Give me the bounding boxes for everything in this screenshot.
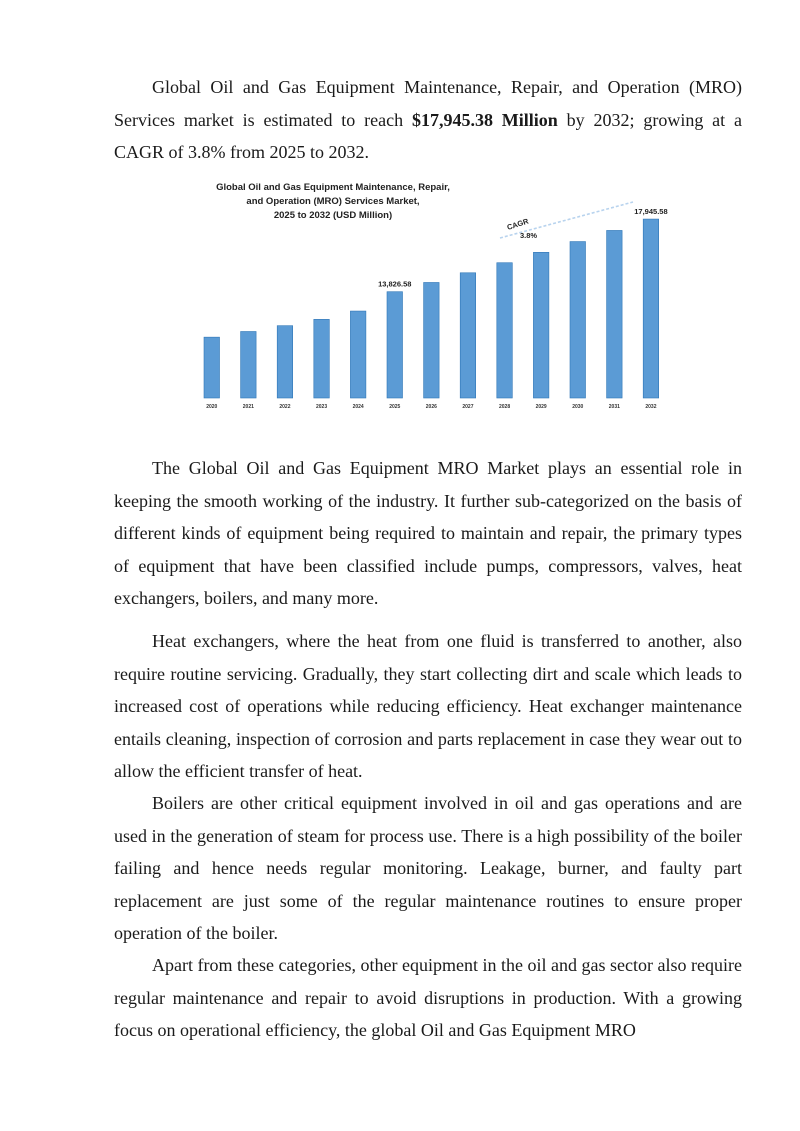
- chart-title-line-1: Global Oil and Gas Equipment Maintenance, Repair,: [216, 182, 450, 193]
- bar-2027: [460, 273, 476, 398]
- x-tick-label-2020: 2020: [206, 404, 218, 410]
- bar-2032: [643, 219, 659, 398]
- body-paragraph-other-equipment: Apart from these categories, other equipment in the oil and gas sector also require regular maintenance and repair to avoid disruptions in production. With a growing focus on operational efficiency, the global Oil and Gas Equipment MRO: [114, 955, 742, 1040]
- body-paragraph-boilers: Boilers are other critical equipment involved in oil and gas operations and are used in the generation of steam for process use. There is a high possibility of the boiler failing and hence needs regular monitoring. Leakage, burner, and faulty part replacement are just some of the regular maintenance routines to ensure proper operation of the boiler.: [114, 793, 742, 943]
- bar-2022: [277, 326, 293, 398]
- bar-2023: [314, 319, 330, 398]
- intro-text-start: Global Oil and Gas Equipment Maintenance, Repair, and Operation (MRO) Services market is estimated to reach: [114, 77, 742, 130]
- x-tick-label-2022: 2022: [279, 404, 291, 410]
- bar-2028: [497, 263, 513, 398]
- bar-2026: [424, 282, 440, 398]
- x-tick-label-2030: 2030: [572, 404, 584, 410]
- bar-2031: [607, 230, 623, 398]
- body-paragraph-heat-exchangers: Heat exchangers, where the heat from one fluid is transferred to another, also require routine servicing. Gradually, they start collecting dirt and scale which leads to increased cost of operations while reducing efficiency. Heat exchanger maintenance entails cleaning, inspection of corrosion and parts replacement in case they wear out to allow the efficient transfer of heat.: [114, 631, 742, 781]
- cagr-value: 3.8%: [520, 231, 538, 240]
- x-tick-label-2031: 2031: [608, 404, 620, 410]
- bar-2024: [350, 311, 366, 398]
- bar-2030: [570, 242, 586, 398]
- x-tick-label-2032: 2032: [645, 404, 657, 410]
- x-tick-label-2028: 2028: [498, 404, 511, 410]
- cagr-label: CAGR: [505, 216, 530, 232]
- chart-title-line-2: and Operation (MRO) Services Market,: [246, 196, 420, 207]
- bar-2029: [533, 252, 549, 398]
- data-label-2032: 17,945.58: [634, 207, 668, 217]
- data-label-2025: 13,826.58: [378, 279, 412, 289]
- bar-2025: [387, 292, 403, 398]
- x-tick-label-2025: 2025: [389, 404, 401, 410]
- market-bar-chart: [190, 172, 680, 422]
- x-tick-label-2021: 2021: [242, 404, 254, 410]
- x-tick-label-2023: 2023: [315, 404, 328, 410]
- x-tick-label-2027: 2027: [462, 404, 474, 410]
- x-tick-label-2029: 2029: [535, 404, 547, 410]
- bars-group: [204, 207, 668, 410]
- intro-paragraph: [114, 71, 742, 169]
- chart-title-line-3: 2025 to 2032 (USD Million): [273, 210, 393, 221]
- bar-2021: [241, 332, 257, 398]
- intro-text-end: by 2032; growing at a CAGR of 3.8% from 2025 to 2032.: [114, 109, 742, 162]
- chart-svg: [190, 172, 680, 422]
- body-paragraph-equipment-types: The Global Oil and Gas Equipment MRO Market plays an essential role in keeping the smooth working of the industry. It further sub-categorized on the basis of different kinds of equipment being required to maintain and repair, the primary types of equipment that have been classified include pumps, compressors, valves, heat exchangers, boilers, and many more.: [114, 458, 742, 608]
- bar-2020: [204, 337, 220, 398]
- x-tick-label-2026: 2026: [425, 404, 437, 410]
- market-value-highlight: $17,945.38 Million: [411, 109, 558, 130]
- x-tick-label-2024: 2024: [352, 404, 364, 410]
